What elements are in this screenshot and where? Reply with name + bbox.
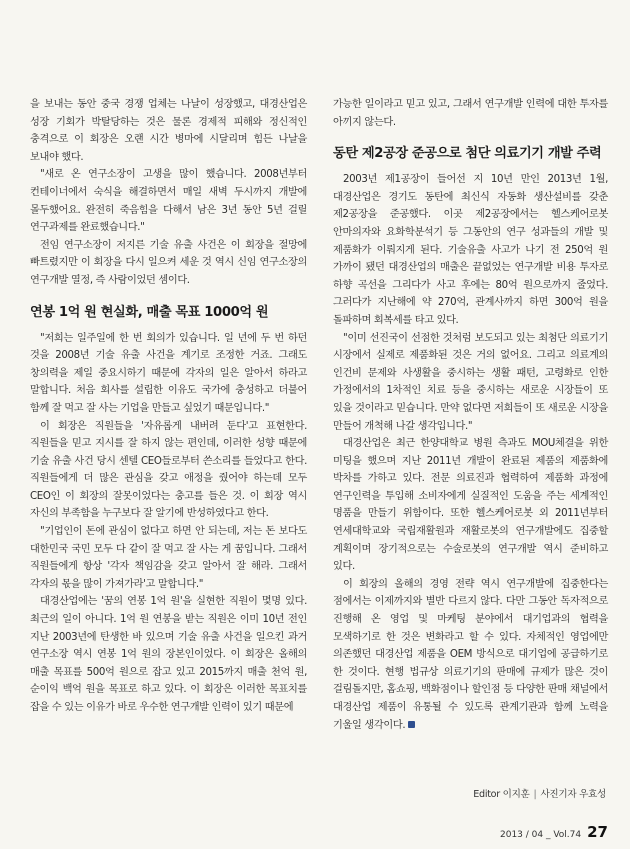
body-paragraph: 이 회장은 직원들을 '자유롭게 내버려 둔다'고 표현한다. 직원들을 믿고 지시를 잘 하지 않는 편인데, 이러한 성향 때문에 기술 유출 사건 당시 센텔 CEO들로부터 쓴소리를 들었다고 한다. 직원들에게 더 많은 관심을 갖고 애정을 줬어야 하는데 모두 CEO인 이 회장의 잘못이었다는 충고를 들은 것. 이 회장 역시 자신의 부족함을 누구보다 잘 알기에 반성하였다고 한다. <box>30 420 307 520</box>
body-paragraph: 가능한 일이라고 믿고 있고, 그래서 연구개발 인력에 대한 투자를 아끼지 않는다. <box>333 99 608 128</box>
section-heading: 동탄 제2공장 준공으로 첨단 의료기기 개발 주력 <box>333 146 602 162</box>
quote-paragraph: "새로 온 연구소장이 고생을 많이 했습니다. 2008년부터 컨테이너에서 숙식을 해결하면서 매일 새벽 두시까지 개발에 몰두했어요. 완전히 죽음힘을 다해서 남은 3년 동안 5년 걸릴 연구과제를 완료했습니다." <box>30 169 307 234</box>
body-paragraph: 전임 연구소장이 저지른 기술 유출 사건은 이 회장을 절망에 빠트렸지만 이 회장을 다시 일으켜 세운 것 역시 신임 연구소장의 연구개발 열정, 즉 사람이었던 셈이다. <box>30 239 307 286</box>
final-paragraph-text: 이 회장의 올해의 경영 전략 역시 연구개발에 집중한다는 점에서는 이제까지와 별반 다르지 않다. 다만 그동안 독자적으로 진행해 온 영업 및 마케팅 분야에서 대기업과의 협력을 모색하기로 한 것은 변화라고 할 수 있다. 자체적인 영업에만 의존했던 대경산업 제품을 OEM 방식으로 대기업에 공급하기로 한 것이다. 현행 법규상 의료기기의 판매에 규제가 많은 것이 걸림돌지만, 홈쇼핑, 백화점이나 할인점 등 다양한 판매 채널에서 대경산업 제품이 유통될 수 있도록 관계기관과 함께 노력을 기울일 생각이다. <box>333 578 608 731</box>
quote-paragraph: "이미 선진국이 선점한 것처럼 보도되고 있는 최첨단 의료기기 시장에서 실제로 제품화된 것은 거의 없어요. 그리고 의료계의 인건비 문제와 사생활을 중시하는 생활 패턴, 고령화로 인한 가정에서의 1차적인 치료 등을 중시하는 새로운 시장들이 또 있을 것이라고 믿습니다. 만약 없다면 저희들이 또 새로운 시장을 만들어 개척해 나갈 생각입니다." <box>333 332 608 432</box>
end-mark-icon <box>408 721 415 728</box>
section-heading: 연봉 1억 원 현실화, 매출 목표 1000억 원 <box>30 304 269 320</box>
editor-credit: Editor 이지훈 <box>473 789 530 800</box>
body-paragraph: 대경산업은 최근 한양대학교 병원 측과도 MOU체결을 위한 미팅을 했으며 지난 2011년 개발이 완료된 제품의 제품화에 박차를 가하고 있다. 전문 의료진과 협력하여 제품화 과정에 연구인력을 투입해 소비자에게 실질적인 도움을 주는 세계적인 명품을 만들기 위함이다. 또한 헬스케어로봇 외 2011년부터 연세대학교와 국립재활원과 재활로봇의 연구개발에도 집중할 계획이며 장기적으로는 수술로봇의 연구개발 역시 준비하고 있다. <box>333 438 608 573</box>
page-number: 27 <box>587 823 608 841</box>
body-paragraph: 을 보내는 동안 중국 경쟁 업체는 나날이 성장했고, 대경산업은 성장 기회가 박탈당하는 것은 물론 경제적 피해와 정신적인 충격으로 이 회장은 오랜 시간 병마에 시달리며 힘든 나날을 보내야 했다. <box>30 99 307 163</box>
body-paragraph: 2003년 제1공장이 들어선 지 10년 만인 2013년 1월, 대경산업은 경기도 동탄에 최신식 자동화 생산설비를 갖춘 제2공장을 준공했다. 이곳 제2공장에서는 헬스케어로봇 안마의자와 요화학분석기 등 그동안의 연구 성과들의 개발 및 제품화가 이뤄지게 된다. 기술유출 사고가 나기 전 250억 원 가까이 됐던 대경산업의 매출은 끝없었는 연구개발 비용 투자로 하향 곡선을 그리다가 사고 후에는 80억 원으로까지 줄었다. 그러다가 지난해에 약 270억, 관계사까지 하면 300억 원을 돌파하며 회복세를 타고 있다. <box>333 174 608 326</box>
left-column <box>30 96 307 717</box>
article-credits <box>473 786 606 800</box>
issue-label: 2013 / 04 _ Vol.74 <box>500 830 582 840</box>
body-paragraph <box>333 576 608 734</box>
photographer-credit: 사진기자 우효성 <box>540 789 606 800</box>
page-folio <box>500 823 608 841</box>
quote-paragraph: "기업인이 돈에 관심이 없다고 하면 안 되는데, 저는 돈 보다도 대한민국 국민 모두 다 같이 잘 먹고 잘 사는 게 꿈입니다. 그래서 직원들에게 항상 '각자 책임감을 갖고 알아서 잘 해라. 그래서 각자의 몫을 많이 가져가라'고 말합니다." <box>30 526 307 590</box>
right-column <box>333 96 608 734</box>
quote-paragraph: "저희는 일주일에 한 번 회의가 있습니다. 일 년에 두 번 하던 것을 2008년 기술 유출 사건을 계기로 조정한 거죠. 그래도 창의력을 제일 중요시하기 때문에 각자의 일은 알아서 하라고 말합니다. 처음 회사를 설립한 이유도 국가에 충성하고 더불어 함께 잘 먹고 잘 사는 기업을 만들고 싶었기 때문입니다." <box>30 332 307 414</box>
body-paragraph: 대경산업에는 '꿈의 연봉 1억 원'을 실현한 직원이 몇명 있다. 최근의 일이 아니다. 1억 원 연봉을 받는 직원은 이미 10년 전인 지난 2003년에 탄생한 바 있으며 기술 유출 사건을 일으킨 과거 연구소장 역시 연봉 1억 원의 장본인이었다. 이 회장은 올해의 매출 목표를 500억 원으로 잡고 있고 2015까지 매출 천억 원, 순이익 백억 원을 목표로 하고 있다. 이 회장은 이러한 목표치를 잡을 수 있는 이유가 바로 우수한 연구개발 인력이 있기 때문에 <box>30 596 307 713</box>
credit-separator: | <box>533 789 537 800</box>
